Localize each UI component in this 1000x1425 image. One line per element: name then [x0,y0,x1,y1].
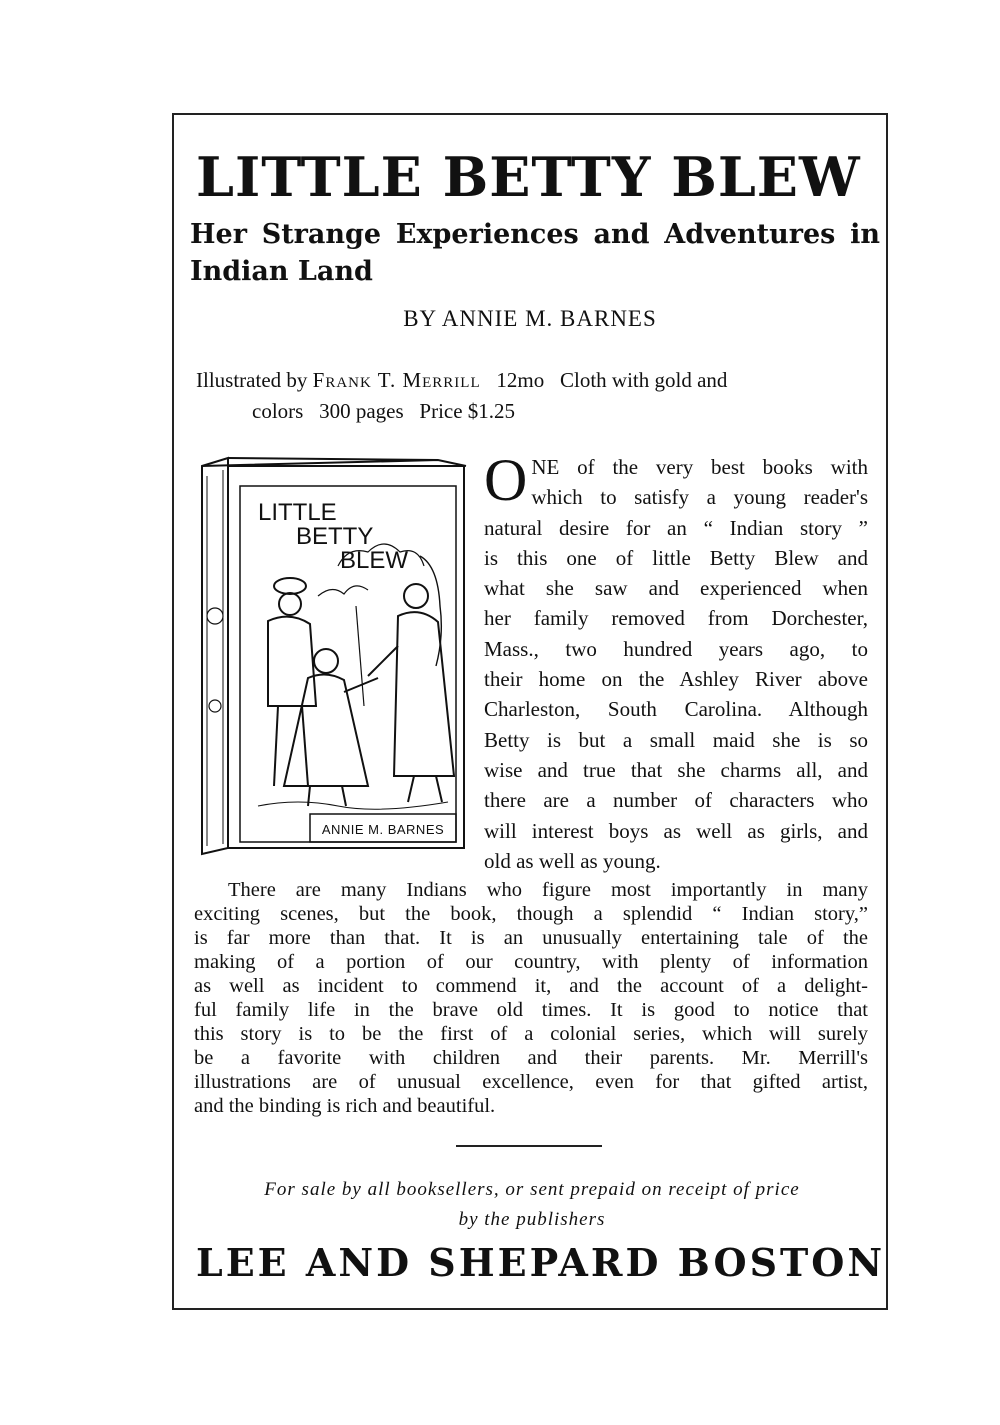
body-line: There are many Indians who figure most importantly in many [228,879,868,901]
intro-line: is this one of little Betty Blew and [484,545,868,570]
intro-line: there are a number of characters who [484,788,868,813]
intro-line: which to satisfy a young reader's [531,485,868,510]
body-line: as well as incident to commend it, and the account of a delight- [194,975,868,997]
book-subtitle: Her Strange Experiences and Adventures in Indian Land [190,219,880,287]
intro-line: NE of the very best books with [531,455,868,479]
body-line: illustrations are of unusual excellence, even for that gifted artist, [194,1071,868,1093]
book-title: LITTLE BETTY BLEW [196,145,861,209]
intro-line: their home on the Ashley River above [484,667,868,692]
cover-title-line-3: BLEW [340,547,409,574]
page-count: 300 pages [319,399,404,423]
author-byline: BY ANNIE M. BARNES [403,306,657,331]
illustrated-by-label: Illustrated by [196,368,308,392]
body-paragraph [194,878,868,1118]
hat [274,578,306,594]
book-spine [202,458,228,854]
illustrator-name: Frank T. Merrill [312,368,481,392]
publisher-imprint: LEE AND SHEPARD BOSTON [196,1240,886,1285]
headdress [420,556,441,666]
body-line: making of a portion of our country, with plenty of information [194,951,868,973]
intro-paragraph [484,447,868,876]
cover-author: ANNIE M. BARNES [321,822,445,837]
drop-cap: O [484,447,528,513]
body-line: be a favorite with children and their parents. Mr. Merrill's [194,1047,868,1069]
intro-line: Betty is but a small maid she is so [484,727,868,752]
intro-line: what she saw and experienced when [484,576,868,601]
book-cover-illustration [198,456,468,856]
body-line: ful family life in the brave old times. It is good to notice that [194,999,868,1021]
intro-line: old as well as young. [484,848,661,873]
sale-line-1: For sale by all booksellers, or sent prepaid on receipt of price [264,1179,800,1200]
sale-notice [196,1175,868,1235]
book-format: 12mo [496,368,545,392]
book-binding: Cloth with gold and [559,368,728,392]
book-price: Price $1.25 [419,399,516,423]
divider-rule [456,1145,602,1147]
body-line: and the binding is rich and beautiful. [194,1095,496,1117]
body-line: is far more than that. It is an unusually entertaining tale of the [194,927,868,949]
cover-title-line-1: LITTLE [258,499,337,526]
intro-line: her family removed from Dorchester, [484,606,868,631]
body-line: this story is to be the first of a colonial series, which will surely [194,1023,868,1045]
book-binding-cont: colors [252,399,304,423]
intro-line: Mass., two hundred years ago, to [484,636,868,661]
intro-line: wise and true that she charms all, and [484,757,868,782]
intro-line: Charleston, South Carolina. Although [484,697,868,722]
cover-title-line-2: BETTY [296,523,374,550]
book-details [196,365,868,427]
intro-line: natural desire for an “ Indian story ” [484,515,868,540]
sale-line-2: by the publishers [458,1209,606,1230]
intro-line: will interest boys as well as girls, and [484,818,868,843]
body-line: exciting scenes, but the book, though a splendid “ Indian story,” [194,903,868,925]
